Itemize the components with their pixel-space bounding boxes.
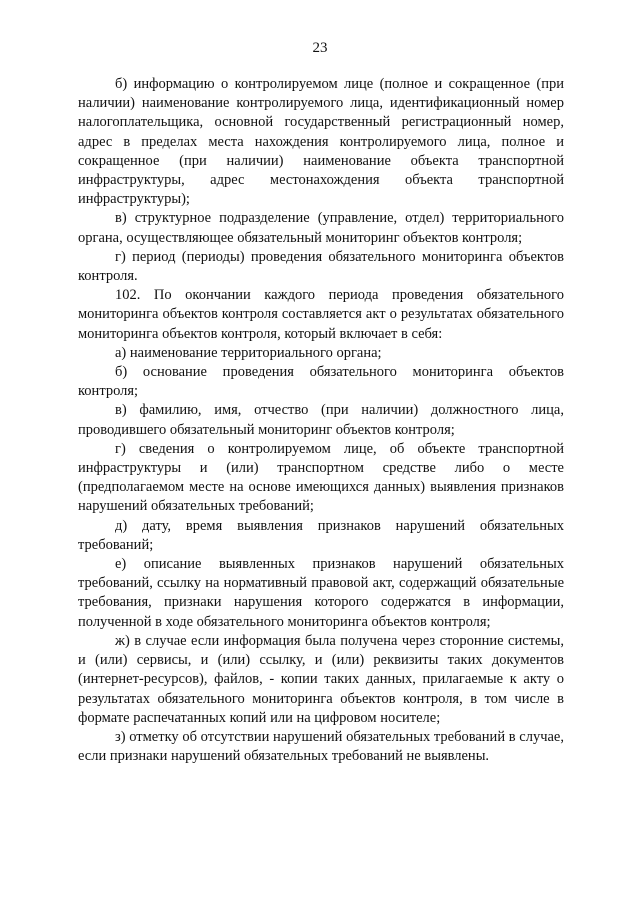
paragraph-a-territorial-body-name: а) наименование территориального органа; <box>115 344 382 361</box>
paragraph-z-no-violations-note: з) отметку об отсутствии нарушений обязательных требований в случае, если признаки нарушений обязательных требований не выявлены. <box>78 728 564 765</box>
paragraph-v-official-name: в) фамилию, имя, отчество (при наличии) должностного лица, проводившего обязательный мониторинг объектов контроля; <box>78 402 564 438</box>
paragraph-g-monitoring-period: г) период (периоды) проведения обязательного мониторинга объектов контроля. <box>78 248 564 285</box>
page-number: 23 <box>312 40 328 56</box>
paragraph-v-structural-unit: в) структурное подразделение (управление, отдел) территориального органа, осуществляющее обязательный мониторинг объектов контроля; <box>78 210 564 246</box>
paragraph-b-controlled-person-info: б) информацию о контролируемом лице (полное и сокращенное (при наличии) наименование контролируемого лица, идентификационный номер налогоплательщика, основной государственный регистрационный номер, адрес в пределах места нахождения контролируемого лица, полное и сокращенное (при наличии) наименование объекта транспортной инфраструктуры, адрес местонахождения объекта транспортной инфраструктуры); <box>78 76 564 208</box>
paragraph-e-violation-description: е) описание выявленных признаков нарушений обязательных требований, ссылку на нормативный правовой акт, содержащий обязательные требования, признаки нарушения которого содержатся в информации, полученной в ходе обязательного мониторинга объектов контроля; <box>78 556 564 630</box>
paragraph-d-detection-date-time: д) дату, время выявления признаков нарушений обязательных требований; <box>78 517 564 553</box>
paragraph-b-monitoring-basis: б) основание проведения обязательного мониторинга объектов контроля; <box>78 364 564 400</box>
paragraph-g-controlled-person-details: г) сведения о контролируемом лице, об объекте транспортной инфраструктуры и (или) транспортном средстве либо о месте (предполагаемом месте на основе имеющихся данных) выявления признаков нарушений обязательных требований; <box>78 440 564 515</box>
paragraph-102-monitoring-act: 102. По окончании каждого периода проведения обязательного мониторинга объектов контроля составляется акт о результатах обязательного мониторинга объектов контроля, который включает в себя: <box>78 287 564 342</box>
document-body <box>78 75 564 766</box>
paragraph-zh-external-systems-info: ж) в случае если информация была получена через сторонние системы, и (или) сервисы, и (или) ссылку, и (или) реквизиты таких документов (интернет-ресурсов), файлов, - копии таких данных, прилагаемые к акту о результатах обязательного мониторинга объектов контроля, в том числе в формате распечатанных копий или на цифровом носителе; <box>78 632 564 726</box>
